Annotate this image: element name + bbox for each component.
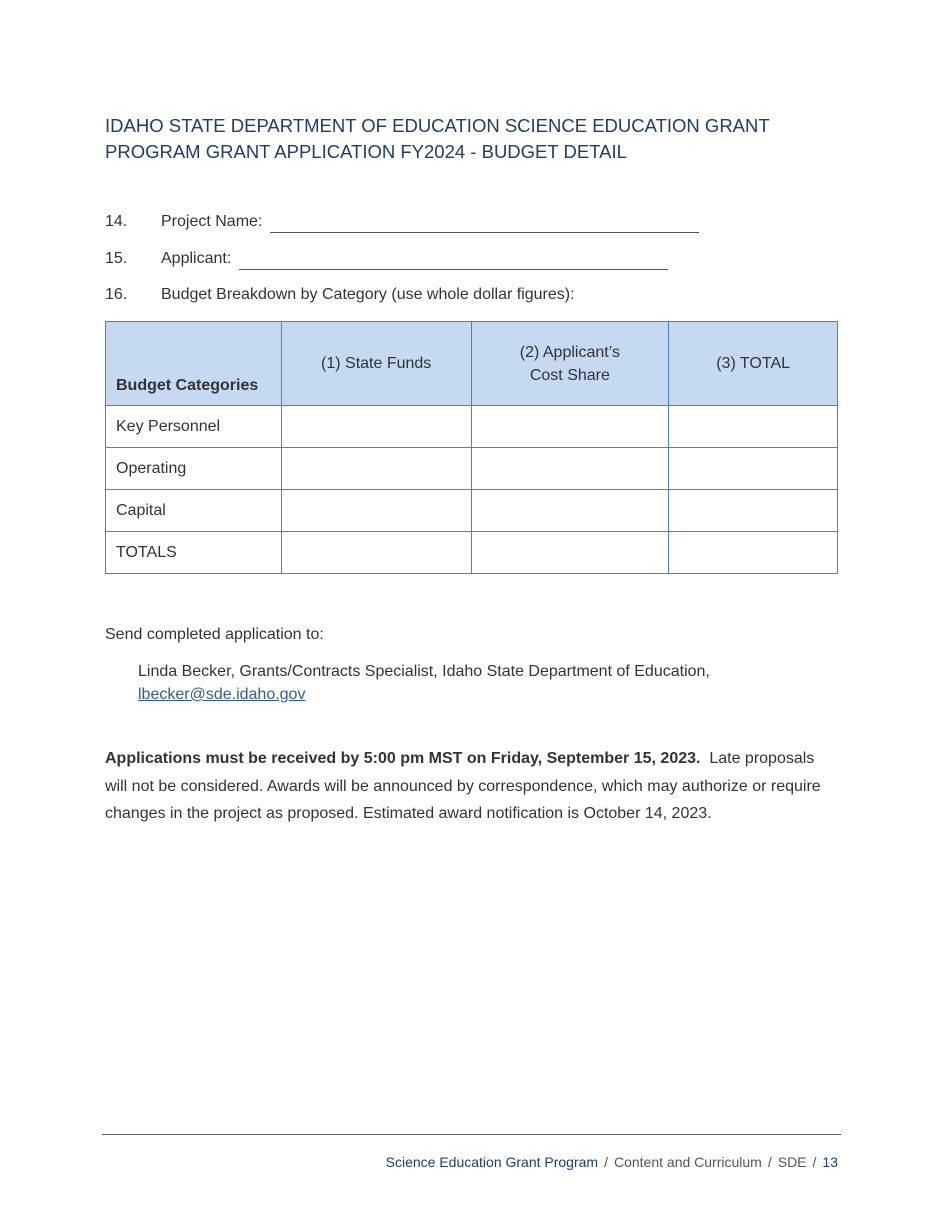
field-number: 15. <box>105 250 128 267</box>
field-number: 16. <box>105 286 128 303</box>
contact-block <box>138 660 838 706</box>
field-applicant <box>105 248 668 270</box>
applicant-input-line[interactable] <box>239 251 668 270</box>
contact-email-link[interactable]: lbecker@sde.idaho.gov <box>138 686 306 703</box>
total-cell[interactable] <box>669 448 838 490</box>
footer-section: Content and Curriculum <box>613 1154 762 1170</box>
cost-share-cell[interactable] <box>471 532 669 574</box>
budget-table <box>105 321 838 574</box>
footer-separator: / <box>767 1154 772 1170</box>
footer-program: Science Education Grant Program <box>385 1154 599 1170</box>
header-applicant-cost-share <box>471 322 669 406</box>
total-cell[interactable] <box>669 490 838 532</box>
deadline-bold: Applications must be received by 5:00 pm MST on Friday, September 15, 2023. <box>105 750 701 767</box>
send-to-label: Send completed application to: <box>105 626 324 643</box>
total-cell[interactable] <box>669 406 838 448</box>
field-number: 14. <box>105 213 128 230</box>
header-state-funds: (1) State Funds <box>281 322 471 406</box>
table-row <box>106 448 838 490</box>
row-label: TOTALS <box>106 532 282 574</box>
cost-share-cell[interactable] <box>471 406 669 448</box>
contact-text: Linda Becker, Grants/Contracts Specialist, Idaho State Department of Education, <box>138 663 710 680</box>
table-header-row <box>106 322 838 406</box>
state-funds-cell[interactable] <box>281 532 471 574</box>
header-budget-categories: Budget Categories <box>106 322 282 406</box>
total-cell[interactable] <box>669 532 838 574</box>
deadline-notice <box>105 745 840 828</box>
deadline-rest: Late proposals will not be considered. Awards will be announced by correspondence, which may authorize or require changes in the project as proposed. Estimated award notification is October 14, 2023. <box>105 750 821 822</box>
field-label: Budget Breakdown by Category (use whole dollar figures): <box>161 286 575 303</box>
cost-share-cell[interactable] <box>471 448 669 490</box>
header-line: Cost Share <box>529 366 610 384</box>
state-funds-cell[interactable] <box>281 490 471 532</box>
state-funds-cell[interactable] <box>281 448 471 490</box>
page-title: IDAHO STATE DEPARTMENT OF EDUCATION SCIENCE EDUCATION GRANT PROGRAM GRANT APPLICATION FY2024 - BUDGET DETAIL <box>105 115 770 162</box>
footer-divider <box>102 1134 841 1135</box>
page-number: 13 <box>822 1154 838 1170</box>
cost-share-cell[interactable] <box>471 490 669 532</box>
page-footer <box>386 1154 838 1170</box>
field-project-name <box>105 211 699 233</box>
row-label: Key Personnel <box>106 406 282 448</box>
table-row <box>106 532 838 574</box>
field-budget-breakdown <box>105 284 583 306</box>
footer-separator: / <box>604 1154 608 1170</box>
row-label: Capital <box>106 490 282 532</box>
table-row <box>106 490 838 532</box>
header-line: (2) Applicant’s <box>519 343 620 361</box>
row-label: Operating <box>106 448 282 490</box>
state-funds-cell[interactable] <box>281 406 471 448</box>
header-total: (3) TOTAL <box>669 322 838 406</box>
table-row <box>106 406 838 448</box>
footer-separator: / <box>812 1154 817 1170</box>
footer-org: SDE <box>777 1154 807 1170</box>
field-label: Applicant: <box>161 250 232 267</box>
project-name-input-line[interactable] <box>270 214 699 233</box>
field-label: Project Name: <box>161 213 263 230</box>
